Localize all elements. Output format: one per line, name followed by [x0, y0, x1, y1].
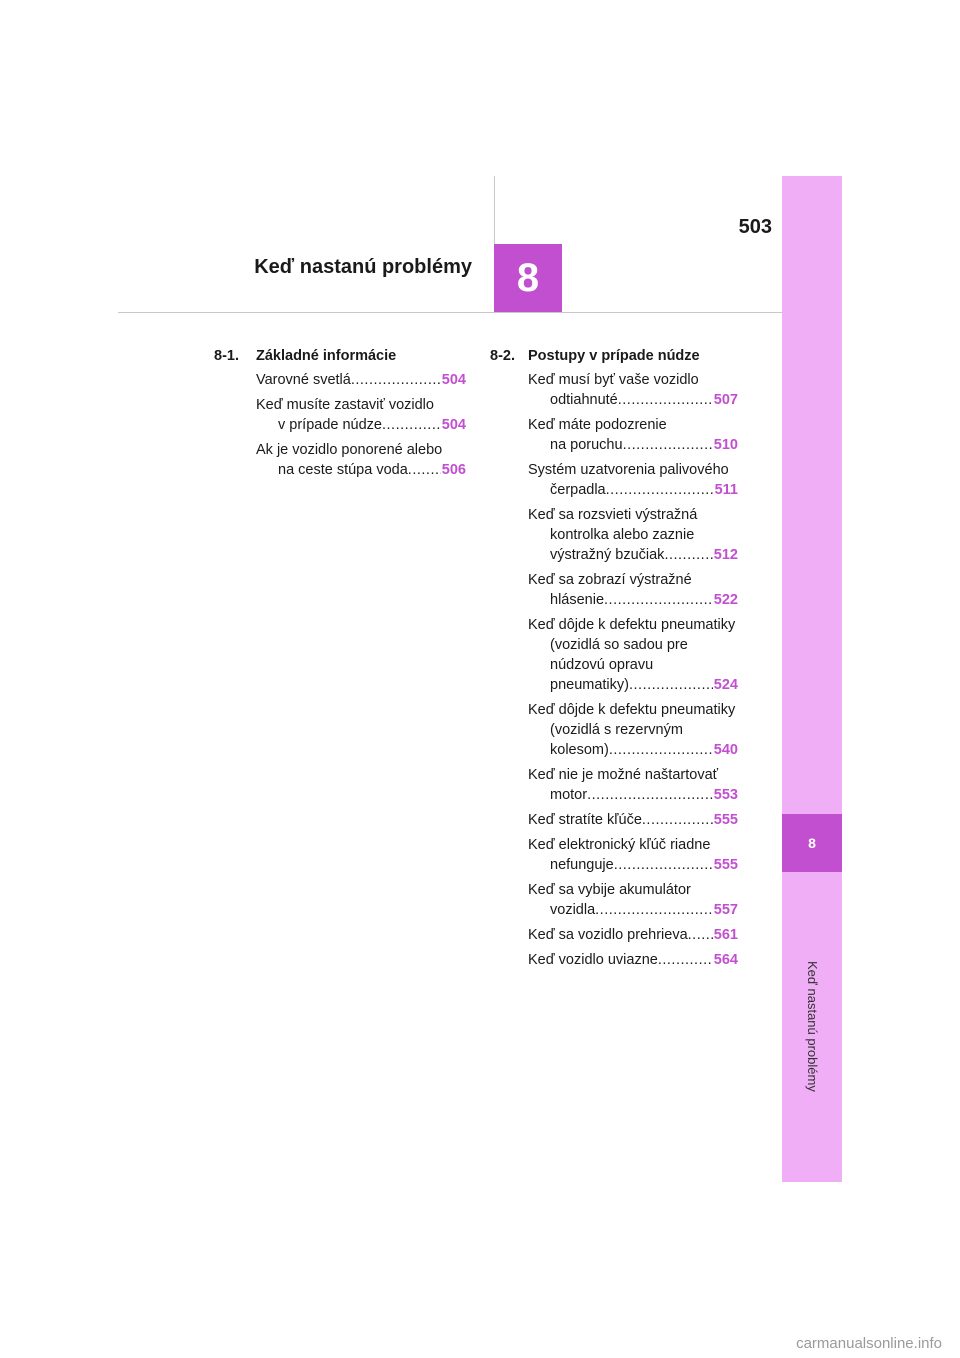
toc-page-link[interactable]: 504: [441, 372, 466, 388]
side-tab-number: 8: [782, 814, 842, 872]
toc-entry-text: Keď musíte zastaviť vozidlo: [256, 397, 434, 413]
toc-entry[interactable]: [528, 505, 738, 565]
toc-page-link[interactable]: 507: [713, 392, 738, 408]
toc-entry-text: pneumatiky): [550, 677, 629, 693]
toc-entry-text: odtiahnuté: [550, 392, 618, 408]
watermark: carmanualsonline.info: [796, 1335, 942, 1352]
section-number: 8-2.: [490, 348, 515, 364]
toc-page-link[interactable]: 511: [714, 482, 738, 498]
toc-entry-text: Keď vozidlo uviazne: [528, 952, 658, 968]
toc-page-link[interactable]: 524: [713, 677, 738, 693]
header-divider-horizontal: [118, 312, 782, 313]
toc-entry-text: Keď sa rozsvieti výstražná: [528, 507, 698, 523]
toc-page-link[interactable]: 553: [713, 787, 738, 803]
toc-entry-text: na poruchu: [550, 437, 623, 453]
toc-page-link[interactable]: 555: [713, 857, 738, 873]
toc-section-8-1: [214, 346, 466, 485]
toc-entry-text: výstražný bzučiak: [550, 547, 665, 563]
toc-page-link[interactable]: 557: [713, 902, 738, 918]
toc-entry-text: Keď stratíte kľúče: [528, 812, 642, 828]
side-tab-label: Keď nastanú problémy: [805, 960, 820, 1092]
toc-entry-text: Keď máte podozrenie: [528, 417, 667, 433]
toc-entry[interactable]: [528, 700, 738, 760]
toc-entry[interactable]: [528, 615, 738, 695]
toc-entry[interactable]: [528, 925, 738, 945]
toc-entry-text: Keď sa vybije akumulátor: [528, 882, 691, 898]
section-heading: [214, 346, 466, 366]
toc-entry-text: Keď dôjde k defektu pneumatiky: [528, 702, 736, 718]
toc-entry[interactable]: [528, 810, 738, 830]
leader-dots: [606, 480, 714, 500]
leader-dots: [688, 925, 713, 945]
toc-entry-text: v prípade núdze: [278, 417, 382, 433]
toc-page-link[interactable]: 510: [713, 437, 738, 453]
toc-entry-text: núdzovú opravu: [550, 657, 654, 673]
toc-entry[interactable]: [528, 370, 738, 410]
toc-page-link[interactable]: 512: [713, 547, 738, 563]
toc-entry-text: (vozidlá so sadou pre: [550, 637, 688, 653]
chapter-number-badge: 8: [494, 244, 562, 312]
toc-entry-text: na ceste stúpa voda: [278, 462, 408, 478]
toc-entry[interactable]: [528, 415, 738, 455]
toc-entry-text: Keď elektronický kľúč riadne: [528, 837, 711, 853]
toc-entry[interactable]: [528, 570, 738, 610]
toc-entry-text: hlásenie: [550, 592, 605, 608]
toc-entry-text: čerpadla: [550, 482, 606, 498]
toc-section-8-2: [490, 346, 738, 975]
toc-entry[interactable]: [528, 765, 738, 805]
leader-dots: [595, 900, 713, 920]
toc-entry-text: Varovné svetlá: [256, 372, 351, 388]
leader-dots: [604, 590, 713, 610]
toc-page-link[interactable]: 564: [713, 952, 738, 968]
toc-entry[interactable]: [528, 835, 738, 875]
toc-page-link[interactable]: 555: [713, 812, 738, 828]
toc-entry[interactable]: [256, 440, 466, 480]
toc-entry-text: kontrolka alebo zaznie: [550, 527, 695, 543]
toc-page-link[interactable]: 504: [441, 417, 466, 433]
toc-entry[interactable]: [528, 460, 738, 500]
leader-dots: [664, 545, 712, 565]
leader-dots: [587, 785, 713, 805]
toc-entry-text: vozidla: [550, 902, 596, 918]
leader-dots: [623, 435, 713, 455]
toc-entry-text: Keď nie je možné naštartovať: [528, 767, 719, 783]
toc-entry[interactable]: [528, 950, 738, 970]
toc-entry-text: Keď dôjde k defektu pneumatiky: [528, 617, 736, 633]
toc-entry-text: Ak je vozidlo ponorené alebo: [256, 442, 443, 458]
leader-dots: [382, 415, 441, 435]
leader-dots: [642, 810, 713, 830]
toc-page-link[interactable]: 561: [713, 927, 738, 943]
toc-entries: [528, 370, 738, 970]
leader-dots: [408, 460, 441, 480]
side-chapter-tab: [782, 176, 842, 1182]
section-title: Postupy v prípade núdze: [528, 348, 700, 364]
toc-entry[interactable]: [528, 880, 738, 920]
leader-dots: [618, 390, 713, 410]
leader-dots: [629, 675, 713, 695]
leader-dots: [658, 950, 713, 970]
toc-entry-text: Keď sa vozidlo prehrieva: [528, 927, 688, 943]
toc-entry[interactable]: [256, 395, 466, 435]
toc-entry-text: kolesom): [550, 742, 609, 758]
header-divider-vertical: [494, 176, 495, 244]
toc-entry-text: Keď sa zobrazí výstražné: [528, 572, 692, 588]
chapter-title: Keď nastanú problémy: [254, 256, 472, 278]
section-heading: [490, 346, 738, 366]
toc-entry-text: Systém uzatvorenia palivového: [528, 462, 729, 478]
toc-entry-text: nefunguje: [550, 857, 614, 873]
toc-entry[interactable]: [256, 370, 466, 390]
section-title: Základné informácie: [256, 348, 397, 364]
section-number: 8-1.: [214, 348, 239, 364]
leader-dots: [351, 370, 441, 390]
toc-entry-text: Keď musí byť vaše vozidlo: [528, 372, 699, 388]
toc-entry-text: motor: [550, 787, 588, 803]
toc-entry-text: (vozidlá s rezervným: [550, 722, 683, 738]
toc-page-link[interactable]: 506: [441, 462, 466, 478]
leader-dots: [609, 740, 713, 760]
page-number: 503: [738, 216, 772, 238]
toc-entries: [256, 370, 466, 480]
toc-page-link[interactable]: 540: [713, 742, 738, 758]
toc-page-link[interactable]: 522: [713, 592, 738, 608]
leader-dots: [614, 855, 713, 875]
